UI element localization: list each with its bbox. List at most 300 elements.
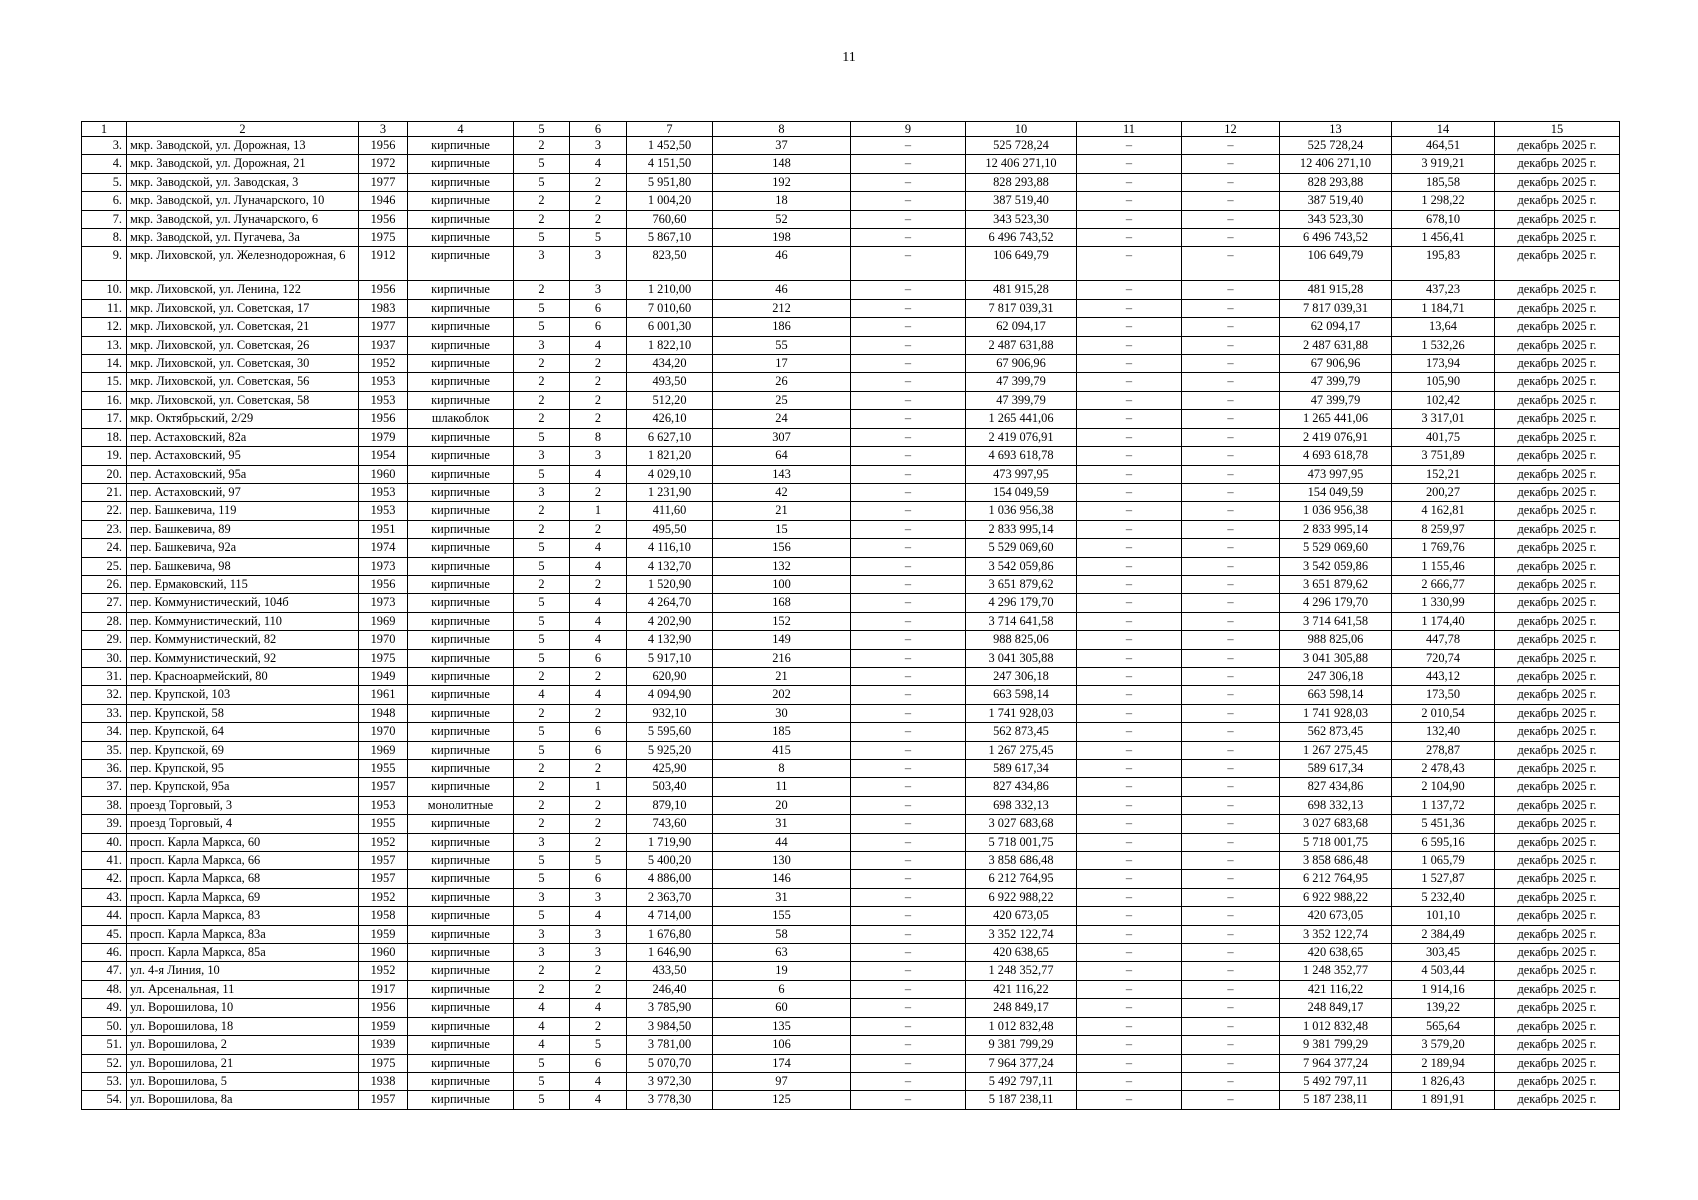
column-header-13: 13	[1280, 122, 1392, 137]
table-cell-col-13: 698 332,13	[1280, 796, 1392, 814]
table-cell-col-5: 5	[514, 465, 570, 483]
table-cell-col-15: декабрь 2025 г.	[1495, 336, 1620, 354]
table-cell-col-14: 3 579,20	[1392, 1036, 1495, 1054]
table-cell-col-14: 1 769,76	[1392, 539, 1495, 557]
table-cell-col-6: 3	[570, 281, 627, 299]
table-row	[82, 760, 1620, 778]
table-cell-col-6: 4	[570, 631, 627, 649]
table-cell-col-1: 43.	[82, 888, 127, 906]
table-cell-col-14: 101,10	[1392, 907, 1495, 925]
table-row	[82, 229, 1620, 247]
table-cell-col-2: мкр. Заводской, ул. Луначарского, 10	[127, 192, 359, 210]
table-cell-col-7: 3 785,90	[627, 999, 713, 1017]
table-cell-col-14: 1 330,99	[1392, 594, 1495, 612]
table-cell-col-4: кирпичные	[408, 980, 514, 998]
table-cell-col-4: кирпичные	[408, 336, 514, 354]
table-cell-col-3: 1956	[359, 210, 408, 228]
table-cell-col-8: 25	[713, 391, 851, 409]
table-cell-col-5: 2	[514, 575, 570, 593]
table-row	[82, 557, 1620, 575]
table-cell-col-3: 1957	[359, 852, 408, 870]
table-cell-col-5: 2	[514, 778, 570, 796]
table-cell-col-6: 2	[570, 760, 627, 778]
table-cell-col-6: 6	[570, 723, 627, 741]
table-cell-col-5: 2	[514, 796, 570, 814]
table-cell-col-13: 47 399,79	[1280, 391, 1392, 409]
table-cell-col-4: кирпичные	[408, 210, 514, 228]
table-cell-col-10: 47 399,79	[966, 391, 1077, 409]
table-cell-col-9: –	[851, 1054, 966, 1072]
table-cell-col-2: ул. Ворошилова, 8а	[127, 1091, 359, 1109]
table-cell-col-14: 105,90	[1392, 373, 1495, 391]
table-cell-col-5: 2	[514, 502, 570, 520]
table-cell-col-13: 2 419 076,91	[1280, 428, 1392, 446]
table-row	[82, 1054, 1620, 1072]
table-cell-col-1: 19.	[82, 447, 127, 465]
table-cell-col-12: –	[1182, 373, 1280, 391]
table-row	[82, 980, 1620, 998]
table-cell-col-7: 4 202,90	[627, 612, 713, 630]
table-cell-col-15: декабрь 2025 г.	[1495, 631, 1620, 649]
table-cell-col-9: –	[851, 318, 966, 336]
table-cell-col-5: 3	[514, 888, 570, 906]
table-cell-col-9: –	[851, 1072, 966, 1090]
table-cell-col-9: –	[851, 557, 966, 575]
table-cell-col-8: 146	[713, 870, 851, 888]
table-cell-col-15: декабрь 2025 г.	[1495, 1091, 1620, 1109]
table-row	[82, 355, 1620, 373]
table-row	[82, 833, 1620, 851]
table-cell-col-12: –	[1182, 539, 1280, 557]
table-cell-col-10: 154 049,59	[966, 483, 1077, 501]
table-cell-col-10: 5 718 001,75	[966, 833, 1077, 851]
table-cell-col-3: 1956	[359, 999, 408, 1017]
table-cell-col-6: 4	[570, 907, 627, 925]
column-header-10: 10	[966, 122, 1077, 137]
table-cell-col-9: –	[851, 428, 966, 446]
table-cell-col-11: –	[1077, 557, 1182, 575]
table-cell-col-14: 8 259,97	[1392, 520, 1495, 538]
table-cell-col-2: просп. Карла Маркса, 85а	[127, 944, 359, 962]
table-cell-col-15: декабрь 2025 г.	[1495, 210, 1620, 228]
table-cell-col-5: 5	[514, 594, 570, 612]
table-cell-col-4: кирпичные	[408, 833, 514, 851]
table-cell-col-8: 125	[713, 1091, 851, 1109]
table-cell-col-4: кирпичные	[408, 1072, 514, 1090]
table-cell-col-9: –	[851, 888, 966, 906]
table-cell-col-8: 20	[713, 796, 851, 814]
table-cell-col-3: 1957	[359, 1091, 408, 1109]
table-cell-col-6: 2	[570, 192, 627, 210]
table-cell-col-15: декабрь 2025 г.	[1495, 247, 1620, 281]
table-cell-col-1: 34.	[82, 723, 127, 741]
table-cell-col-8: 44	[713, 833, 851, 851]
table-cell-col-14: 2 010,54	[1392, 704, 1495, 722]
table-cell-col-15: декабрь 2025 г.	[1495, 667, 1620, 685]
table-cell-col-7: 1 719,90	[627, 833, 713, 851]
table-cell-col-4: кирпичные	[408, 778, 514, 796]
table-cell-col-13: 47 399,79	[1280, 373, 1392, 391]
table-cell-col-6: 6	[570, 870, 627, 888]
table-cell-col-3: 1956	[359, 137, 408, 155]
table-cell-col-6: 8	[570, 428, 627, 446]
table-cell-col-2: пер. Астаховский, 97	[127, 483, 359, 501]
table-cell-col-6: 3	[570, 925, 627, 943]
table-cell-col-2: мкр. Лиховской, ул. Советская, 17	[127, 299, 359, 317]
table-cell-col-2: пер. Крупской, 58	[127, 704, 359, 722]
table-cell-col-3: 1956	[359, 281, 408, 299]
table-cell-col-8: 64	[713, 447, 851, 465]
table-cell-col-10: 988 825,06	[966, 631, 1077, 649]
table-cell-col-3: 1939	[359, 1036, 408, 1054]
table-cell-col-14: 1 532,26	[1392, 336, 1495, 354]
table-cell-col-11: –	[1077, 667, 1182, 685]
table-cell-col-4: кирпичные	[408, 907, 514, 925]
table-cell-col-8: 155	[713, 907, 851, 925]
table-cell-col-14: 1 826,43	[1392, 1072, 1495, 1090]
table-row	[82, 1091, 1620, 1109]
table-cell-col-7: 1 821,20	[627, 447, 713, 465]
table-cell-col-7: 4 151,50	[627, 155, 713, 173]
table-cell-col-11: –	[1077, 155, 1182, 173]
table-cell-col-7: 2 363,70	[627, 888, 713, 906]
table-cell-col-7: 4 886,00	[627, 870, 713, 888]
table-row	[82, 741, 1620, 759]
table-cell-col-7: 495,50	[627, 520, 713, 538]
table-cell-col-4: шлакоблок	[408, 410, 514, 428]
table-cell-col-11: –	[1077, 391, 1182, 409]
table-cell-col-5: 2	[514, 667, 570, 685]
table-cell-col-11: –	[1077, 229, 1182, 247]
table-cell-col-9: –	[851, 704, 966, 722]
table-cell-col-13: 988 825,06	[1280, 631, 1392, 649]
table-cell-col-12: –	[1182, 796, 1280, 814]
table-cell-col-9: –	[851, 575, 966, 593]
table-cell-col-15: декабрь 2025 г.	[1495, 281, 1620, 299]
table-cell-col-3: 1956	[359, 575, 408, 593]
table-row	[82, 631, 1620, 649]
table-cell-col-2: мкр. Лиховской, ул. Советская, 26	[127, 336, 359, 354]
table-cell-col-5: 5	[514, 428, 570, 446]
table-cell-col-6: 2	[570, 962, 627, 980]
table-cell-col-15: декабрь 2025 г.	[1495, 192, 1620, 210]
table-cell-col-15: декабрь 2025 г.	[1495, 778, 1620, 796]
column-header-15: 15	[1495, 122, 1620, 137]
table-cell-col-10: 473 997,95	[966, 465, 1077, 483]
table-cell-col-8: 46	[713, 281, 851, 299]
table-cell-col-4: кирпичные	[408, 465, 514, 483]
table-cell-col-8: 192	[713, 173, 851, 191]
table-cell-col-1: 40.	[82, 833, 127, 851]
table-cell-col-7: 620,90	[627, 667, 713, 685]
table-cell-col-4: кирпичные	[408, 944, 514, 962]
table-cell-col-15: декабрь 2025 г.	[1495, 1036, 1620, 1054]
table-cell-col-11: –	[1077, 594, 1182, 612]
table-cell-col-3: 1960	[359, 465, 408, 483]
table-cell-col-5: 2	[514, 704, 570, 722]
table-cell-col-13: 106 649,79	[1280, 247, 1392, 281]
table-cell-col-5: 5	[514, 741, 570, 759]
table-cell-col-5: 2	[514, 210, 570, 228]
table-cell-col-8: 8	[713, 760, 851, 778]
table-cell-col-3: 1973	[359, 594, 408, 612]
table-cell-col-12: –	[1182, 483, 1280, 501]
table-cell-col-6: 6	[570, 649, 627, 667]
table-cell-col-3: 1955	[359, 815, 408, 833]
table-row	[82, 612, 1620, 630]
table-cell-col-10: 663 598,14	[966, 686, 1077, 704]
table-row	[82, 483, 1620, 501]
table-cell-col-11: –	[1077, 907, 1182, 925]
table-cell-col-10: 3 352 122,74	[966, 925, 1077, 943]
table-cell-col-4: кирпичные	[408, 612, 514, 630]
table-cell-col-4: кирпичные	[408, 649, 514, 667]
table-cell-col-14: 152,21	[1392, 465, 1495, 483]
table-cell-col-13: 3 858 686,48	[1280, 852, 1392, 870]
table-cell-col-13: 7 964 377,24	[1280, 1054, 1392, 1072]
table-cell-col-14: 720,74	[1392, 649, 1495, 667]
table-cell-col-14: 195,83	[1392, 247, 1495, 281]
table-cell-col-11: –	[1077, 173, 1182, 191]
table-cell-col-11: –	[1077, 465, 1182, 483]
table-cell-col-11: –	[1077, 520, 1182, 538]
table-cell-col-13: 9 381 799,29	[1280, 1036, 1392, 1054]
table-cell-col-5: 5	[514, 155, 570, 173]
table-cell-col-8: 46	[713, 247, 851, 281]
table-cell-col-13: 1 248 352,77	[1280, 962, 1392, 980]
table-cell-col-11: –	[1077, 944, 1182, 962]
table-cell-col-6: 2	[570, 833, 627, 851]
table-cell-col-7: 3 972,30	[627, 1072, 713, 1090]
table-cell-col-5: 2	[514, 980, 570, 998]
table-cell-col-2: пер. Крупской, 95а	[127, 778, 359, 796]
table-cell-col-9: –	[851, 815, 966, 833]
table-cell-col-8: 97	[713, 1072, 851, 1090]
table-row	[82, 815, 1620, 833]
table-cell-col-2: пер. Астаховский, 82а	[127, 428, 359, 446]
table-cell-col-6: 3	[570, 447, 627, 465]
table-row	[82, 336, 1620, 354]
table-cell-col-14: 2 666,77	[1392, 575, 1495, 593]
table-cell-col-9: –	[851, 980, 966, 998]
table-cell-col-11: –	[1077, 778, 1182, 796]
table-cell-col-10: 1 012 832,48	[966, 1017, 1077, 1035]
table-cell-col-7: 5 917,10	[627, 649, 713, 667]
table-cell-col-5: 5	[514, 299, 570, 317]
table-cell-col-11: –	[1077, 299, 1182, 317]
table-cell-col-1: 54.	[82, 1091, 127, 1109]
table-cell-col-12: –	[1182, 594, 1280, 612]
table-cell-col-7: 411,60	[627, 502, 713, 520]
table-cell-col-3: 1974	[359, 539, 408, 557]
table-cell-col-9: –	[851, 281, 966, 299]
table-cell-col-8: 149	[713, 631, 851, 649]
table-cell-col-13: 2 487 631,88	[1280, 336, 1392, 354]
table-cell-col-15: декабрь 2025 г.	[1495, 318, 1620, 336]
table-cell-col-6: 4	[570, 155, 627, 173]
table-cell-col-3: 1959	[359, 1017, 408, 1035]
table-cell-col-1: 44.	[82, 907, 127, 925]
table-cell-col-14: 2 478,43	[1392, 760, 1495, 778]
table-cell-col-13: 1 036 956,38	[1280, 502, 1392, 520]
table-cell-col-5: 2	[514, 815, 570, 833]
table-row	[82, 210, 1620, 228]
table-cell-col-3: 1953	[359, 391, 408, 409]
table-cell-col-6: 2	[570, 815, 627, 833]
table-cell-col-2: пер. Башкевича, 92а	[127, 539, 359, 557]
table-cell-col-2: мкр. Заводской, ул. Пугачева, 3а	[127, 229, 359, 247]
table-cell-col-14: 1 298,22	[1392, 192, 1495, 210]
table-cell-col-1: 37.	[82, 778, 127, 796]
table-cell-col-13: 828 293,88	[1280, 173, 1392, 191]
housing-table-container	[81, 121, 1620, 1110]
table-cell-col-13: 420 638,65	[1280, 944, 1392, 962]
table-cell-col-8: 52	[713, 210, 851, 228]
page-number: 11	[842, 50, 856, 65]
table-cell-col-14: 437,23	[1392, 281, 1495, 299]
table-cell-col-12: –	[1182, 870, 1280, 888]
table-cell-col-13: 6 496 743,52	[1280, 229, 1392, 247]
table-cell-col-14: 3 751,89	[1392, 447, 1495, 465]
table-cell-col-12: –	[1182, 704, 1280, 722]
table-cell-col-14: 173,94	[1392, 355, 1495, 373]
table-cell-col-12: –	[1182, 649, 1280, 667]
table-row	[82, 373, 1620, 391]
table-cell-col-5: 4	[514, 999, 570, 1017]
table-cell-col-14: 1 174,40	[1392, 612, 1495, 630]
table-cell-col-3: 1977	[359, 173, 408, 191]
table-cell-col-11: –	[1077, 1054, 1182, 1072]
table-cell-col-13: 1 741 928,03	[1280, 704, 1392, 722]
table-cell-col-9: –	[851, 594, 966, 612]
table-cell-col-13: 6 922 988,22	[1280, 888, 1392, 906]
table-cell-col-9: –	[851, 925, 966, 943]
table-cell-col-14: 464,51	[1392, 137, 1495, 155]
table-cell-col-14: 4 162,81	[1392, 502, 1495, 520]
table-cell-col-15: декабрь 2025 г.	[1495, 1072, 1620, 1090]
table-cell-col-9: –	[851, 192, 966, 210]
table-cell-col-6: 3	[570, 888, 627, 906]
table-cell-col-3: 1957	[359, 778, 408, 796]
table-cell-col-7: 503,40	[627, 778, 713, 796]
table-cell-col-3: 1955	[359, 760, 408, 778]
table-cell-col-15: декабрь 2025 г.	[1495, 888, 1620, 906]
table-cell-col-7: 512,20	[627, 391, 713, 409]
table-cell-col-12: –	[1182, 686, 1280, 704]
table-cell-col-8: 156	[713, 539, 851, 557]
table-cell-col-7: 5 070,70	[627, 1054, 713, 1072]
table-cell-col-13: 154 049,59	[1280, 483, 1392, 501]
table-cell-col-12: –	[1182, 888, 1280, 906]
table-cell-col-9: –	[851, 907, 966, 925]
table-cell-col-15: декабрь 2025 г.	[1495, 539, 1620, 557]
table-cell-col-9: –	[851, 612, 966, 630]
table-cell-col-11: –	[1077, 741, 1182, 759]
table-cell-col-13: 5 529 069,60	[1280, 539, 1392, 557]
table-cell-col-8: 42	[713, 483, 851, 501]
table-cell-col-3: 1912	[359, 247, 408, 281]
table-cell-col-15: декабрь 2025 г.	[1495, 594, 1620, 612]
table-cell-col-4: кирпичные	[408, 1054, 514, 1072]
table-cell-col-9: –	[851, 631, 966, 649]
table-cell-col-11: –	[1077, 649, 1182, 667]
table-cell-col-14: 278,87	[1392, 741, 1495, 759]
table-cell-col-6: 4	[570, 557, 627, 575]
table-cell-col-9: –	[851, 247, 966, 281]
table-cell-col-7: 4 094,90	[627, 686, 713, 704]
table-cell-col-2: просп. Карла Маркса, 83а	[127, 925, 359, 943]
table-row	[82, 410, 1620, 428]
table-cell-col-7: 5 400,20	[627, 852, 713, 870]
table-cell-col-3: 1977	[359, 318, 408, 336]
table-cell-col-2: ул. 4-я Линия, 10	[127, 962, 359, 980]
table-cell-col-4: кирпичные	[408, 447, 514, 465]
table-cell-col-15: декабрь 2025 г.	[1495, 944, 1620, 962]
table-cell-col-3: 1917	[359, 980, 408, 998]
table-cell-col-9: –	[851, 741, 966, 759]
table-cell-col-15: декабрь 2025 г.	[1495, 520, 1620, 538]
table-cell-col-4: кирпичные	[408, 888, 514, 906]
table-cell-col-10: 3 027 683,68	[966, 815, 1077, 833]
table-cell-col-3: 1973	[359, 557, 408, 575]
table-cell-col-4: кирпичные	[408, 852, 514, 870]
table-cell-col-1: 13.	[82, 336, 127, 354]
table-cell-col-4: кирпичные	[408, 962, 514, 980]
table-cell-col-4: кирпичные	[408, 686, 514, 704]
table-cell-col-14: 303,45	[1392, 944, 1495, 962]
table-cell-col-3: 1959	[359, 925, 408, 943]
table-cell-col-4: кирпичные	[408, 391, 514, 409]
table-cell-col-1: 51.	[82, 1036, 127, 1054]
table-row	[82, 704, 1620, 722]
table-cell-col-15: декабрь 2025 г.	[1495, 483, 1620, 501]
table-cell-col-15: декабрь 2025 г.	[1495, 502, 1620, 520]
table-cell-col-7: 5 595,60	[627, 723, 713, 741]
table-cell-col-12: –	[1182, 155, 1280, 173]
table-cell-col-15: декабрь 2025 г.	[1495, 391, 1620, 409]
table-cell-col-7: 1 004,20	[627, 192, 713, 210]
table-cell-col-9: –	[851, 391, 966, 409]
table-cell-col-11: –	[1077, 888, 1182, 906]
table-cell-col-4: кирпичные	[408, 428, 514, 446]
table-cell-col-4: кирпичные	[408, 502, 514, 520]
table-cell-col-8: 30	[713, 704, 851, 722]
table-cell-col-13: 5 187 238,11	[1280, 1091, 1392, 1109]
table-cell-col-1: 4.	[82, 155, 127, 173]
table-cell-col-2: мкр. Лиховской, ул. Советская, 58	[127, 391, 359, 409]
table-cell-col-4: кирпичные	[408, 999, 514, 1017]
table-cell-col-9: –	[851, 649, 966, 667]
table-cell-col-15: декабрь 2025 г.	[1495, 741, 1620, 759]
table-cell-col-14: 2 384,49	[1392, 925, 1495, 943]
table-cell-col-14: 102,42	[1392, 391, 1495, 409]
table-cell-col-15: декабрь 2025 г.	[1495, 355, 1620, 373]
table-cell-col-1: 9.	[82, 247, 127, 281]
table-cell-col-15: декабрь 2025 г.	[1495, 925, 1620, 943]
table-cell-col-11: –	[1077, 999, 1182, 1017]
table-cell-col-10: 62 094,17	[966, 318, 1077, 336]
table-cell-col-4: кирпичные	[408, 247, 514, 281]
table-cell-col-10: 420 638,65	[966, 944, 1077, 962]
table-cell-col-8: 15	[713, 520, 851, 538]
table-cell-col-6: 4	[570, 594, 627, 612]
table-cell-col-6: 2	[570, 210, 627, 228]
table-cell-col-11: –	[1077, 815, 1182, 833]
table-cell-col-14: 2 189,94	[1392, 1054, 1495, 1072]
table-cell-col-12: –	[1182, 299, 1280, 317]
table-cell-col-5: 4	[514, 686, 570, 704]
table-cell-col-2: мкр. Лиховской, ул. Ленина, 122	[127, 281, 359, 299]
